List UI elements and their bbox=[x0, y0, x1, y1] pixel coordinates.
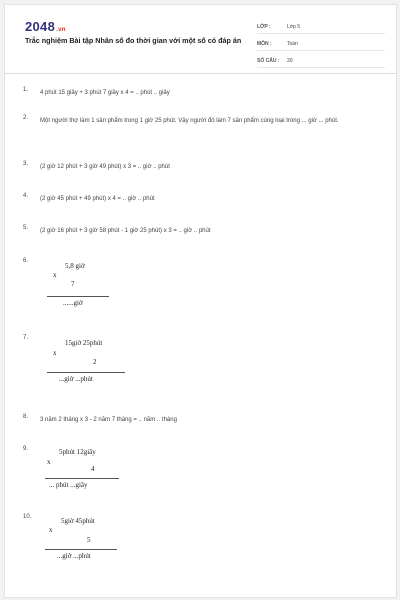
multiplicand: 15giờ 25phút bbox=[65, 339, 103, 347]
vertical-multiplication bbox=[23, 514, 143, 574]
question-text: 3 năm 2 tháng x 3 - 2 năm 7 tháng = .. năm .. tháng bbox=[40, 417, 177, 423]
question-number: 2. bbox=[23, 115, 29, 121]
result-blank: ......giờ bbox=[63, 299, 83, 307]
logo-tld: .vn bbox=[56, 27, 66, 33]
page-title: Trắc nghiệm Bài tập Nhân số đo thời gian với một số có đáp án bbox=[25, 36, 242, 45]
multiplier: 2 bbox=[93, 358, 97, 366]
meta-label: LỚP : bbox=[257, 23, 271, 30]
meta-value: Lớp 5 bbox=[287, 23, 301, 30]
vertical-multiplication bbox=[23, 335, 143, 395]
result-blank: ... phút ...giây bbox=[49, 481, 88, 489]
meta-label: MÔN : bbox=[257, 40, 272, 47]
vertical-multiplication bbox=[23, 258, 143, 318]
meta-label: SỐ CÂU : bbox=[257, 57, 280, 64]
multiplicand: 5,8 giờ bbox=[65, 262, 85, 270]
question-number: 8. bbox=[23, 414, 29, 420]
logo-text: 2048 bbox=[25, 19, 56, 34]
multiply-sign: x bbox=[53, 349, 57, 357]
site-logo[interactable] bbox=[25, 19, 66, 34]
multiply-sign: x bbox=[49, 526, 53, 534]
question-number: 9. bbox=[23, 446, 29, 452]
question-number: 7. bbox=[23, 335, 29, 341]
result-blank: ...giờ ...phút bbox=[57, 552, 91, 560]
question-text: (2 giờ 12 phút + 3 giờ 49 phút) x 3 = .. giờ .. phút bbox=[40, 164, 170, 170]
meta-info bbox=[257, 20, 385, 68]
vertical-multiplication bbox=[23, 446, 143, 506]
result-line bbox=[47, 296, 109, 297]
multiplier: 7 bbox=[71, 280, 75, 288]
worksheet-page bbox=[4, 4, 397, 598]
result-line bbox=[45, 549, 117, 550]
multiplicand: 5phút 12giây bbox=[59, 448, 96, 456]
result-line bbox=[47, 372, 125, 373]
question-text: (2 giờ 45 phút + 49 phút) x 4 = .. giờ .. phút bbox=[40, 196, 155, 202]
question-number: 3. bbox=[23, 161, 29, 167]
result-blank: ...giờ ...phút bbox=[59, 375, 93, 383]
header-divider bbox=[5, 73, 396, 74]
result-line bbox=[45, 478, 119, 479]
multiplier: 5 bbox=[87, 536, 91, 544]
question-text: (2 giờ 16 phút + 3 giờ 58 phút - 1 giờ 25 phút) x 3 = .. giờ .. phút bbox=[40, 228, 211, 234]
meta-row-class bbox=[257, 20, 385, 34]
question-number: 5. bbox=[23, 225, 29, 231]
question-number: 4. bbox=[23, 193, 29, 199]
multiply-sign: x bbox=[47, 458, 51, 466]
meta-row-subject bbox=[257, 37, 385, 51]
question-text: 4 phút 15 giây + 3 phút 7 giây x 4 = .. phút .. giây bbox=[40, 90, 170, 96]
meta-value: Toán bbox=[287, 40, 298, 47]
meta-row-count bbox=[257, 54, 385, 68]
multiplier: 4 bbox=[91, 465, 95, 473]
multiply-sign: x bbox=[53, 271, 57, 279]
question-number: 6. bbox=[23, 258, 29, 264]
multiplicand: 5giờ 45phút bbox=[61, 517, 95, 525]
question-text: Một người thợ làm 1 sản phẩm trong 1 giờ 25 phút. Vậy người đó làm 7 sản phẩm cùng loại trong ... giờ ... phút. bbox=[40, 118, 339, 124]
meta-value: 20 bbox=[287, 57, 293, 64]
question-number: 1. bbox=[23, 87, 29, 93]
question-number: 10. bbox=[23, 514, 32, 520]
